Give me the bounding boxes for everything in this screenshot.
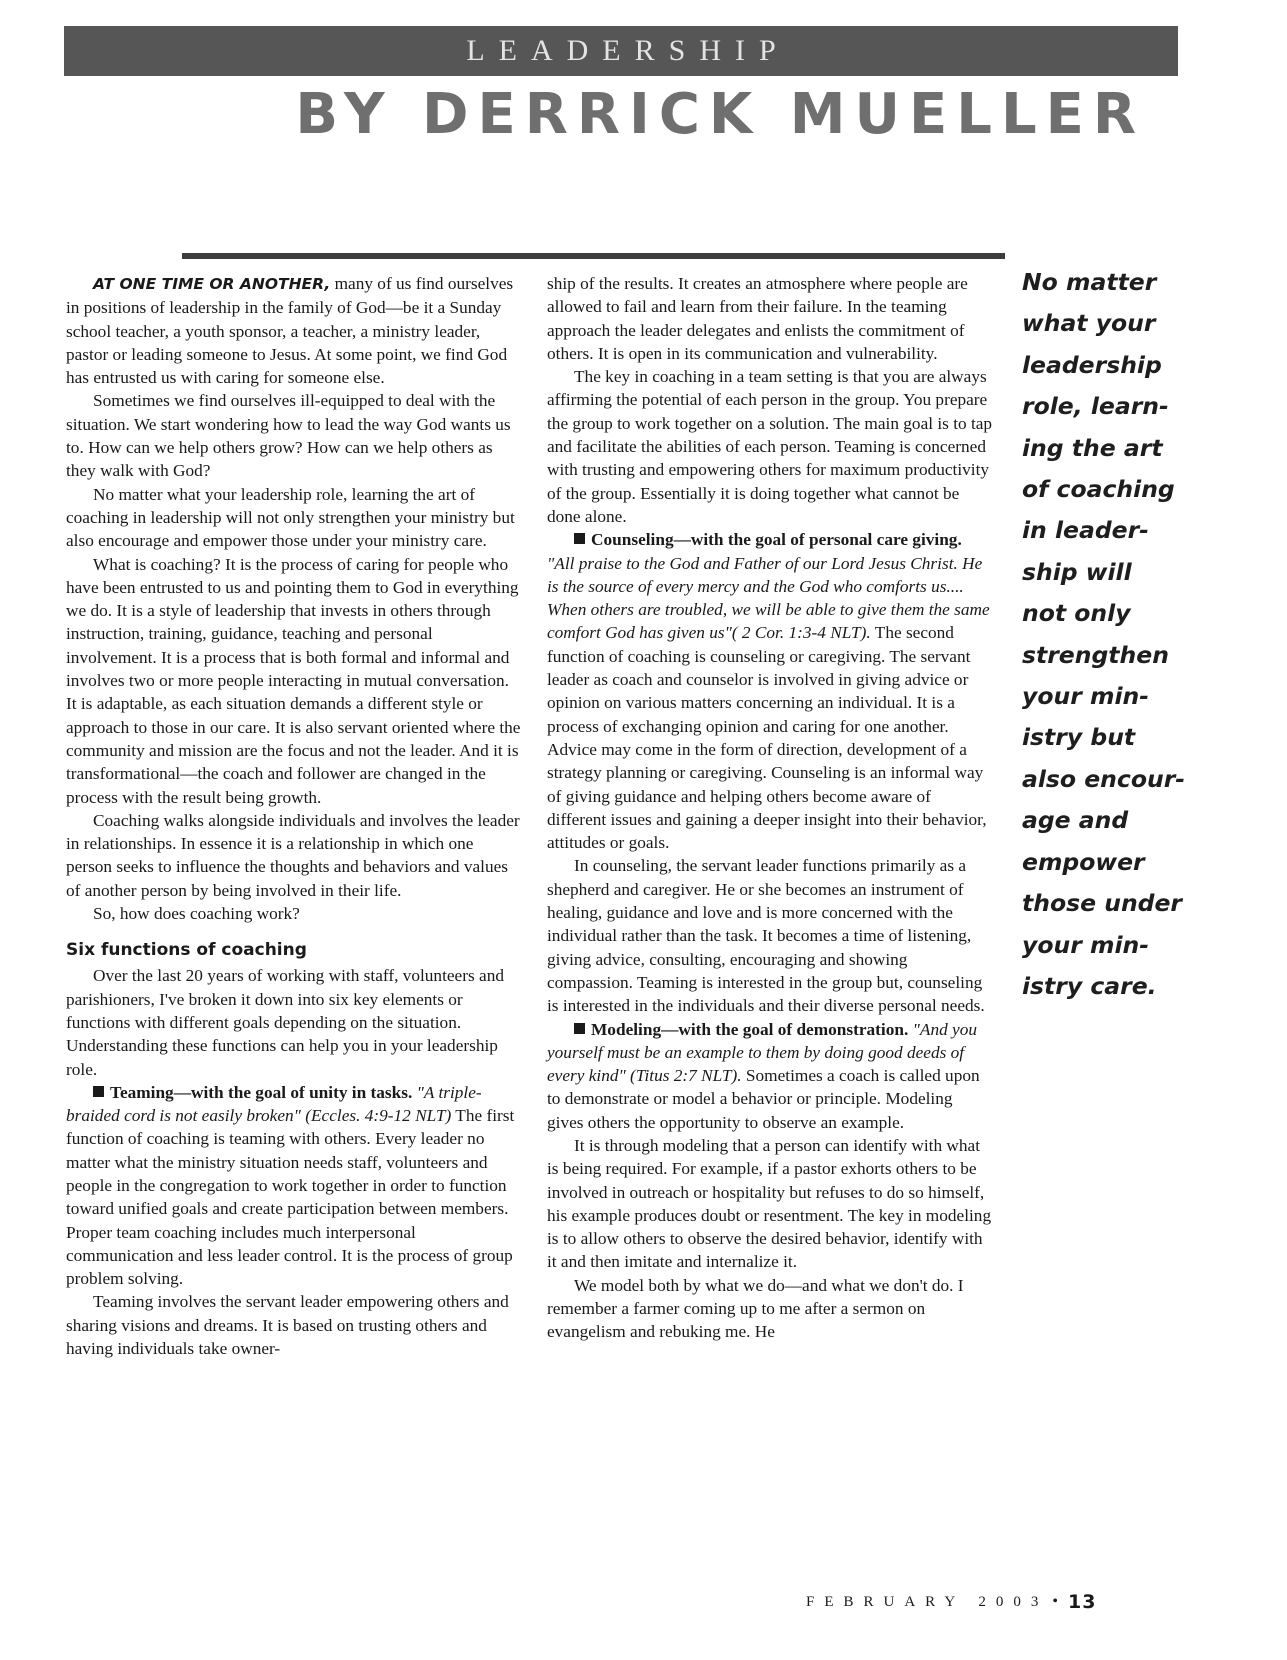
- scripture-quote: "And you yourself must be an example to them by doing good deeds of every kind" (Titus 2:7 NLT).: [547, 1019, 978, 1086]
- pull-quote-line: ship will: [1022, 557, 1132, 586]
- pull-quote-line: strengthen: [1022, 640, 1169, 669]
- scripture-quote: "All praise to the God and Father of our Lord Jesus Christ. He is the source of every mercy and the God who comforts us.... When others are troubled, we will be able to give them the same comfort God has given us"( 2 Cor. 1:3-4 NLT).: [547, 553, 990, 643]
- pull-quote-line: what your: [1022, 309, 1156, 338]
- pull-quote-line: No matter: [1022, 268, 1157, 296]
- paragraph: We model both by what we do—and what we don't do. I remember a farmer coming up to me after a sermon on evangelism and rebuking me. He: [547, 1275, 964, 1342]
- function-heading: Modeling—with the goal of demonstration.: [591, 1019, 909, 1039]
- page-footer: [806, 1588, 1176, 1616]
- footer-separator: •: [1052, 1593, 1058, 1610]
- byline: BY DERRICK MUELLER: [295, 82, 1145, 147]
- square-bullet-icon: [574, 533, 585, 544]
- section-label: LEADERSHIP: [466, 34, 790, 67]
- section-subhead: Six functions of coaching: [66, 940, 307, 961]
- pull-quote-line: not only: [1022, 599, 1131, 628]
- pull-quote-line: in leader-: [1022, 516, 1149, 545]
- function-teaming: [66, 1081, 521, 1291]
- paragraph: Teaming involves the servant leader empowering others and sharing visions and dreams. It is based on trusting others and having individuals take owner-: [66, 1292, 509, 1359]
- paragraph-text: Sometimes a coach is called upon to demonstrate or model a behavior or principle. Modeling gives others the opportunity to observe an example.: [547, 1066, 980, 1132]
- pull-quote: [1022, 262, 1197, 1007]
- lead-in: AT ONE TIME OR ANOTHER,: [93, 275, 331, 293]
- function-counseling: [547, 528, 993, 854]
- paragraph-text: The first function of coaching is teaming with others. Every leader no matter what the ministry situation needs staff, volunteers and people in the congregation to work together in order to function toward unified goals and create participation between members. Proper team coaching includes much interpersonal communication and less leader control. It is the process of group problem solving.: [66, 1106, 515, 1289]
- paragraph-text: many of us find ourselves in positions of leadership in the family of God—be it a Sunday school teacher, a youth sponsor, a teacher, a ministry leader, pastor or leading someone to Jesus. At some point, we find God has entrusted us with caring for someone else.: [66, 274, 514, 388]
- function-heading: Counseling—with the goal of personal care giving.: [591, 530, 962, 550]
- square-bullet-icon: [574, 1023, 585, 1034]
- pull-quote-line: of coaching: [1022, 475, 1175, 504]
- paragraph: No matter what your leadership role, learning the art of coaching in leadership will not only strengthen your ministry but also encourage and empower those under your ministry care.: [66, 484, 515, 551]
- paragraph: The key in coaching in a team setting is that you are always affirming the potential of each person in the group. You prepare the group to work together on a solution. The main goal is to tap and facilitate the abilities of each person. Teaming is concerned with trusting and empowering others for maximum productivity of the group. Essentially it is doing together what cannot be done alone.: [547, 367, 993, 526]
- function-modeling: [547, 1018, 993, 1134]
- article-column-1: [66, 272, 521, 1360]
- pull-quote-line: empower: [1022, 847, 1145, 876]
- article-column-2: [547, 272, 993, 1344]
- paragraph: So, how does coaching work?: [93, 904, 300, 924]
- scripture-quote: "A triple-braided cord is not easily broken" (Eccles. 4:9-12 NLT): [66, 1082, 482, 1126]
- pull-quote-line: those under: [1022, 889, 1183, 918]
- divider-rule: [182, 253, 1005, 259]
- paragraph: In counseling, the servant leader functions primarily as a shepherd and caregiver. He or she becomes an instrument of healing, guidance and love and is more concerned with the individual rather than the task. It becomes a time of listening, giving advice, consulting, encouraging and showing compassion. Teaming is interested in the group but, counseling is interested in the individuals and their diverse personal needs.: [547, 856, 985, 1016]
- pull-quote-line: ing the art: [1022, 433, 1163, 462]
- section-banner: [64, 26, 1178, 76]
- paragraph: ship of the results. It creates an atmosphere where people are allowed to fail and learn from their failure. In the teaming approach the leader delegates and enlists the commitment of others. It is open in its communication and vulnerability.: [547, 274, 968, 363]
- pull-quote-line: also encour-: [1022, 764, 1186, 793]
- issue-date: FEBRUARY 2003: [806, 1593, 1049, 1610]
- function-heading: Teaming—with the goal of unity in tasks.: [110, 1082, 413, 1102]
- pull-quote-line: your min-: [1022, 682, 1149, 711]
- square-bullet-icon: [93, 1086, 104, 1097]
- pull-quote-line: age and: [1022, 806, 1129, 835]
- pull-quote-line: role, learn-: [1022, 392, 1169, 421]
- pull-quote-line: your min-: [1022, 930, 1149, 959]
- paragraph: Over the last 20 years of working with staff, volunteers and parishioners, I've broken it down into six key elements or functions with different goals depending on the situation. Understanding these functions can help you in your leadership role.: [66, 966, 504, 1079]
- paragraph-text: The second function of coaching is counseling or caregiving. The servant leader as coach and counselor is involved in giving advice or opinion on various matters concerning an individual. It is a process of exchanging opinion and caring for one another. Advice may come in the form of direction, development of a strategy planning or caregiving. Counseling is an informal way of giving guidance and helping others become aware of different issues and gaining a deeper insight into their behavior, attitudes or goals.: [547, 623, 987, 853]
- pull-quote-line: istry but: [1022, 723, 1136, 752]
- paragraph: [66, 272, 521, 389]
- paragraph: Coaching walks alongside individuals and involves the leader in relationships. In essence it is a relationship in which one person seeks to influence the thoughts and behaviors and values of another person by being involved in their life.: [66, 810, 520, 900]
- pull-quote-line: leadership: [1022, 350, 1162, 379]
- paragraph: Sometimes we find ourselves ill-equipped to deal with the situation. We start wondering how to lead the way God wants us to. How can we help others grow? How can we help others as they walk with God?: [66, 391, 511, 481]
- pull-quote-line: istry care.: [1022, 971, 1157, 1000]
- paragraph: It is through modeling that a person can identify with what is being required. For example, if a pastor exhorts others to be involved in outreach or hospitality but refuses to do so himself, his example produces doubt or resentment. The key in modeling is to allow others to observe the desired behavior, identify with it and then imitate and internalize it.: [547, 1135, 992, 1272]
- page-number: 13: [1068, 1591, 1097, 1613]
- paragraph: What is coaching? It is the process of caring for people who have been entrusted to us and pointing them to God in everything we do. It is a style of leadership that invests in others through instruction, training, guidance, teaching and personal involvement. It is a process that is both formal and informal and involves two or more people interacting in mutual conversation. It is adaptable, as each situation demands a different style or approach to those in our care. It is also servant oriented where the community and mission are the focus and not the leader. And it is transformational—the coach and follower are changed in the process with the result being growth.: [66, 554, 521, 807]
